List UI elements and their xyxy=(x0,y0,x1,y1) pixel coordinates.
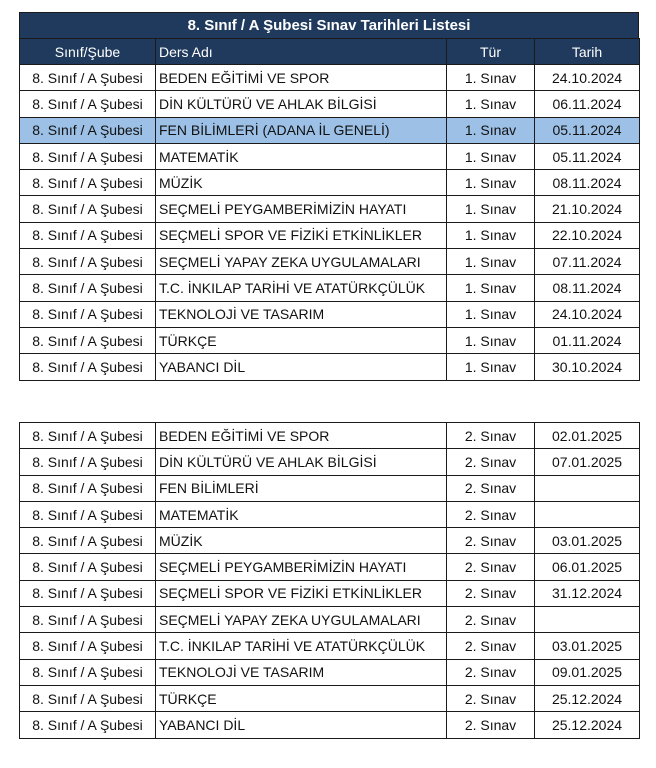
cell-type[interactable]: 2. Sınav xyxy=(447,712,535,738)
cell-class-section[interactable]: 8. Sınıf / A Şubesi xyxy=(20,659,156,685)
second-exam-table xyxy=(19,422,640,739)
cell-course-name[interactable]: YABANCI DİL xyxy=(156,354,447,380)
cell-type[interactable]: 1. Sınav xyxy=(447,91,535,117)
cell-date[interactable] xyxy=(535,475,640,501)
cell-course-name[interactable]: MÜZİK xyxy=(156,170,447,196)
cell-course-name[interactable]: TÜRKÇE xyxy=(156,327,447,353)
cell-course-name[interactable]: T.C. İNKILAP TARİHİ VE ATATÜRKÇÜLÜK xyxy=(156,633,447,659)
cell-class-section[interactable]: 8. Sınıf / A Şubesi xyxy=(20,554,156,580)
table-row[interactable] xyxy=(20,222,640,248)
cell-type[interactable]: 1. Sınav xyxy=(447,143,535,169)
cell-date[interactable]: 05.11.2024 xyxy=(535,143,640,169)
cell-date[interactable]: 06.11.2024 xyxy=(535,91,640,117)
cell-date[interactable]: 22.10.2024 xyxy=(535,222,640,248)
cell-class-section[interactable]: 8. Sınıf / A Şubesi xyxy=(20,196,156,222)
cell-class-section[interactable]: 8. Sınıf / A Şubesi xyxy=(20,249,156,275)
table-row[interactable] xyxy=(20,554,640,580)
cell-date[interactable]: 05.11.2024 xyxy=(535,117,640,143)
table-row[interactable] xyxy=(20,275,640,301)
cell-course-name[interactable]: SEÇMELİ PEYGAMBERİMİZİN HAYATI xyxy=(156,554,447,580)
table-row[interactable] xyxy=(20,633,640,659)
cell-class-section[interactable]: 8. Sınıf / A Şubesi xyxy=(20,65,156,91)
cell-type[interactable]: 2. Sınav xyxy=(447,554,535,580)
header-class-section[interactable]: Sınıf/Şube xyxy=(20,39,156,65)
second-exam-body xyxy=(20,423,640,739)
cell-course-name[interactable]: FEN BİLİMLERİ xyxy=(156,475,447,501)
cell-course-name[interactable]: YABANCI DİL xyxy=(156,712,447,738)
header-date[interactable]: Tarih xyxy=(535,39,640,65)
cell-date[interactable]: 03.01.2025 xyxy=(535,633,640,659)
cell-date[interactable]: 07.01.2025 xyxy=(535,449,640,475)
cell-type[interactable]: 2. Sınav xyxy=(447,607,535,633)
first-exam-body xyxy=(20,65,640,381)
cell-course-name[interactable]: FEN BİLİMLERİ (ADANA İL GENELİ) xyxy=(156,117,447,143)
cell-class-section[interactable]: 8. Sınıf / A Şubesi xyxy=(20,222,156,248)
cell-type[interactable]: 2. Sınav xyxy=(447,685,535,711)
cell-course-name[interactable]: TÜRKÇE xyxy=(156,685,447,711)
first-exam-table xyxy=(19,38,640,381)
cell-date[interactable]: 09.01.2025 xyxy=(535,659,640,685)
table-row[interactable] xyxy=(20,327,640,353)
table-row[interactable] xyxy=(20,449,640,475)
cell-type[interactable]: 2. Sınav xyxy=(447,633,535,659)
cell-date[interactable]: 24.10.2024 xyxy=(535,301,640,327)
cell-date[interactable]: 25.12.2024 xyxy=(535,712,640,738)
cell-date[interactable]: 01.11.2024 xyxy=(535,327,640,353)
cell-class-section[interactable]: 8. Sınıf / A Şubesi xyxy=(20,91,156,117)
table-row[interactable] xyxy=(20,301,640,327)
cell-course-name[interactable]: SEÇMELİ SPOR VE FİZİKİ ETKİNLİKLER xyxy=(156,222,447,248)
cell-class-section[interactable]: 8. Sınıf / A Şubesi xyxy=(20,117,156,143)
cell-class-section[interactable]: 8. Sınıf / A Şubesi xyxy=(20,501,156,527)
cell-course-name[interactable]: TEKNOLOJİ VE TASARIM xyxy=(156,301,447,327)
cell-date[interactable] xyxy=(535,501,640,527)
cell-date[interactable]: 08.11.2024 xyxy=(535,170,640,196)
table-row[interactable] xyxy=(20,659,640,685)
cell-class-section[interactable]: 8. Sınıf / A Şubesi xyxy=(20,475,156,501)
cell-course-name[interactable]: T.C. İNKILAP TARİHİ VE ATATÜRKÇÜLÜK xyxy=(156,275,447,301)
table-row[interactable] xyxy=(20,423,640,449)
cell-type[interactable]: 1. Sınav xyxy=(447,196,535,222)
table-row[interactable] xyxy=(20,143,640,169)
cell-type[interactable]: 2. Sınav xyxy=(447,528,535,554)
cell-class-section[interactable]: 8. Sınıf / A Şubesi xyxy=(20,685,156,711)
cell-type[interactable]: 1. Sınav xyxy=(447,170,535,196)
table-header-row xyxy=(20,39,640,65)
cell-date[interactable]: 08.11.2024 xyxy=(535,275,640,301)
cell-date[interactable]: 07.11.2024 xyxy=(535,249,640,275)
cell-class-section[interactable]: 8. Sınıf / A Şubesi xyxy=(20,528,156,554)
cell-class-section[interactable]: 8. Sınıf / A Şubesi xyxy=(20,607,156,633)
cell-course-name[interactable]: MATEMATİK xyxy=(156,143,447,169)
cell-course-name[interactable]: MÜZİK xyxy=(156,528,447,554)
table-row[interactable] xyxy=(20,528,640,554)
table-row[interactable] xyxy=(20,91,640,117)
cell-type[interactable]: 1. Sınav xyxy=(447,222,535,248)
cell-date[interactable]: 02.01.2025 xyxy=(535,423,640,449)
header-type[interactable]: Tür xyxy=(447,39,535,65)
table-row[interactable] xyxy=(20,580,640,606)
header-course-name[interactable]: Ders Adı xyxy=(156,39,447,65)
table-row[interactable] xyxy=(20,685,640,711)
cell-course-name[interactable]: SEÇMELİ SPOR VE FİZİKİ ETKİNLİKLER xyxy=(156,580,447,606)
cell-date[interactable] xyxy=(535,607,640,633)
cell-class-section[interactable]: 8. Sınıf / A Şubesi xyxy=(20,301,156,327)
page-title: 8. Sınıf / A Şubesi Sınav Tarihleri Listesi xyxy=(19,12,639,38)
cell-type[interactable]: 2. Sınav xyxy=(447,580,535,606)
cell-date[interactable]: 06.01.2025 xyxy=(535,554,640,580)
cell-class-section[interactable]: 8. Sınıf / A Şubesi xyxy=(20,354,156,380)
table-row[interactable] xyxy=(20,249,640,275)
table-row[interactable] xyxy=(20,117,640,143)
cell-course-name[interactable]: SEÇMELİ YAPAY ZEKA UYGULAMALARI xyxy=(156,249,447,275)
cell-type[interactable]: 1. Sınav xyxy=(447,275,535,301)
cell-course-name[interactable]: DİN KÜLTÜRÜ VE AHLAK BİLGİSİ xyxy=(156,91,447,117)
table-row[interactable] xyxy=(20,712,640,738)
cell-type[interactable]: 2. Sınav xyxy=(447,475,535,501)
cell-class-section[interactable]: 8. Sınıf / A Şubesi xyxy=(20,327,156,353)
cell-type[interactable]: 1. Sınav xyxy=(447,327,535,353)
cell-class-section[interactable]: 8. Sınıf / A Şubesi xyxy=(20,633,156,659)
cell-date[interactable]: 31.12.2024 xyxy=(535,580,640,606)
cell-course-name[interactable]: TEKNOLOJİ VE TASARIM xyxy=(156,659,447,685)
cell-type[interactable]: 2. Sınav xyxy=(447,449,535,475)
table-row[interactable] xyxy=(20,607,640,633)
table-row[interactable] xyxy=(20,65,640,91)
cell-type[interactable]: 1. Sınav xyxy=(447,249,535,275)
cell-type[interactable]: 2. Sınav xyxy=(447,501,535,527)
cell-class-section[interactable]: 8. Sınıf / A Şubesi xyxy=(20,275,156,301)
table-row[interactable] xyxy=(20,196,640,222)
cell-course-name[interactable]: SEÇMELİ PEYGAMBERİMİZİN HAYATI xyxy=(156,196,447,222)
cell-class-section[interactable]: 8. Sınıf / A Şubesi xyxy=(20,170,156,196)
cell-class-section[interactable]: 8. Sınıf / A Şubesi xyxy=(20,449,156,475)
cell-type[interactable]: 2. Sınav xyxy=(447,423,535,449)
cell-course-name[interactable]: BEDEN EĞİTİMİ VE SPOR xyxy=(156,423,447,449)
cell-class-section[interactable]: 8. Sınıf / A Şubesi xyxy=(20,712,156,738)
cell-course-name[interactable]: BEDEN EĞİTİMİ VE SPOR xyxy=(156,65,447,91)
cell-class-section[interactable]: 8. Sınıf / A Şubesi xyxy=(20,580,156,606)
cell-class-section[interactable]: 8. Sınıf / A Şubesi xyxy=(20,143,156,169)
cell-course-name[interactable]: DİN KÜLTÜRÜ VE AHLAK BİLGİSİ xyxy=(156,449,447,475)
cell-course-name[interactable]: SEÇMELİ YAPAY ZEKA UYGULAMALARI xyxy=(156,607,447,633)
cell-type[interactable]: 1. Sınav xyxy=(447,301,535,327)
table-row[interactable] xyxy=(20,354,640,380)
cell-course-name[interactable]: MATEMATİK xyxy=(156,501,447,527)
second-exam-sheet xyxy=(19,422,639,739)
table-row[interactable] xyxy=(20,475,640,501)
cell-date[interactable]: 30.10.2024 xyxy=(535,354,640,380)
exam-schedule-sheet xyxy=(19,12,639,381)
cell-date[interactable]: 24.10.2024 xyxy=(535,65,640,91)
table-row[interactable] xyxy=(20,501,640,527)
table-row[interactable] xyxy=(20,170,640,196)
cell-type[interactable]: 1. Sınav xyxy=(447,117,535,143)
cell-type[interactable]: 2. Sınav xyxy=(447,659,535,685)
cell-class-section[interactable]: 8. Sınıf / A Şubesi xyxy=(20,423,156,449)
cell-type[interactable]: 1. Sınav xyxy=(447,354,535,380)
cell-date[interactable]: 03.01.2025 xyxy=(535,528,640,554)
cell-date[interactable]: 25.12.2024 xyxy=(535,685,640,711)
cell-date[interactable]: 21.10.2024 xyxy=(535,196,640,222)
cell-type[interactable]: 1. Sınav xyxy=(447,65,535,91)
